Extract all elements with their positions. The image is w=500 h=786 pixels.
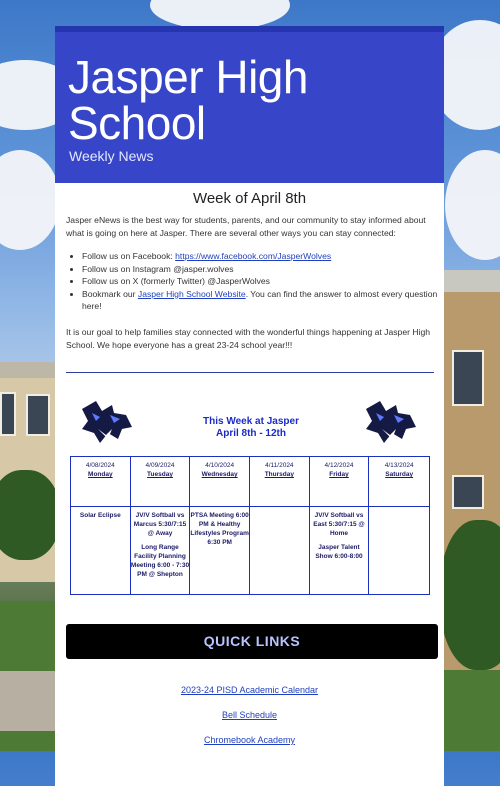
school-title: Jasper High School xyxy=(68,51,308,149)
day-header: 4/08/2024 Monday xyxy=(71,457,131,507)
calendar-event: Long Range Facility Planning Meeting 6:00 - 7:30 PM @ Shepton xyxy=(130,544,190,578)
facebook-link[interactable]: https://www.facebook.com/JasperWolves xyxy=(175,251,332,261)
list-item: • Follow us on Instagram @jasper.wolves xyxy=(82,263,450,276)
day-header: 4/13/2024 Saturday xyxy=(369,457,429,507)
list-item: • Bookmark our Jasper High School Website. You can find the answer to almost every question here! xyxy=(82,288,450,313)
calendar-title-line1: This Week at Jasper xyxy=(203,416,299,427)
newsletter-subtitle: Weekly News xyxy=(69,148,154,164)
list-item: • Follow us on X (formerly Twitter) @JasperWolves xyxy=(82,275,450,288)
wolf-logo-icon xyxy=(78,399,134,445)
week-heading: Week of April 8th xyxy=(192,190,307,207)
calendar-event: Jasper Talent Show 6:00-8:00 xyxy=(315,544,363,560)
bell-schedule-link[interactable]: Bell Schedule xyxy=(221,710,278,720)
calendar-event: JV/V Softball vs Marcus 5:30/7:15 @ Away xyxy=(133,512,187,537)
calendar-title-line2: April 8th - 12th xyxy=(215,428,286,439)
quick-links-banner xyxy=(66,624,438,659)
day-header: 4/10/2024 Wednesday xyxy=(190,457,250,507)
day-header: 4/09/2024 Tuesday xyxy=(131,457,191,507)
weekly-calendar xyxy=(66,396,434,606)
follow-list xyxy=(66,250,450,313)
day-events xyxy=(250,507,310,594)
walkway xyxy=(0,671,56,731)
list-item: • Follow us on Facebook: https://www.facebook.com/JasperWolves xyxy=(82,250,450,263)
calendar-event: Solar Eclipse xyxy=(79,512,121,519)
calendar-event: JV/V Softball vs East 5:30/7:15 @ Home xyxy=(313,512,365,537)
quick-links-heading: QUICK LINKS xyxy=(203,633,301,649)
day-events xyxy=(71,507,131,594)
tree xyxy=(0,470,60,560)
day-events xyxy=(190,507,250,594)
wolf-logo-icon xyxy=(362,399,418,445)
divider xyxy=(66,372,434,373)
school-website-link[interactable]: Jasper High School Website xyxy=(137,288,246,299)
day-events xyxy=(369,507,429,594)
cloud xyxy=(445,150,500,260)
cloud xyxy=(0,150,60,250)
newsletter-panel xyxy=(55,26,444,786)
day-header: 4/11/2024 Thursday xyxy=(250,457,310,507)
day-header: 4/12/2024 Friday xyxy=(310,457,370,507)
academic-calendar-link[interactable]: 2023-24 PISD Academic Calendar xyxy=(180,685,319,695)
calendar-event: PTSA Meeting 6:00 PM & Healthy Lifestyles Program 6:30 PM xyxy=(190,512,249,546)
calendar-title xyxy=(166,416,336,440)
closing-paragraph: It is our goal to help families stay connected with the wonderful things happening at Jasper High School. We hope everyone has a great 23-24 school year!!! xyxy=(66,327,431,350)
calendar-grid xyxy=(70,456,430,595)
header-banner xyxy=(55,26,444,183)
day-events xyxy=(131,507,191,594)
intro-paragraph: Jasper eNews is the best way for students, parents, and our community to stay informed about what is going on here at Jasper. There are several other ways you can stay connected: xyxy=(66,215,426,238)
day-events xyxy=(310,507,370,594)
tree xyxy=(440,520,500,670)
chromebook-academy-link[interactable]: Chromebook Academy xyxy=(203,735,296,745)
